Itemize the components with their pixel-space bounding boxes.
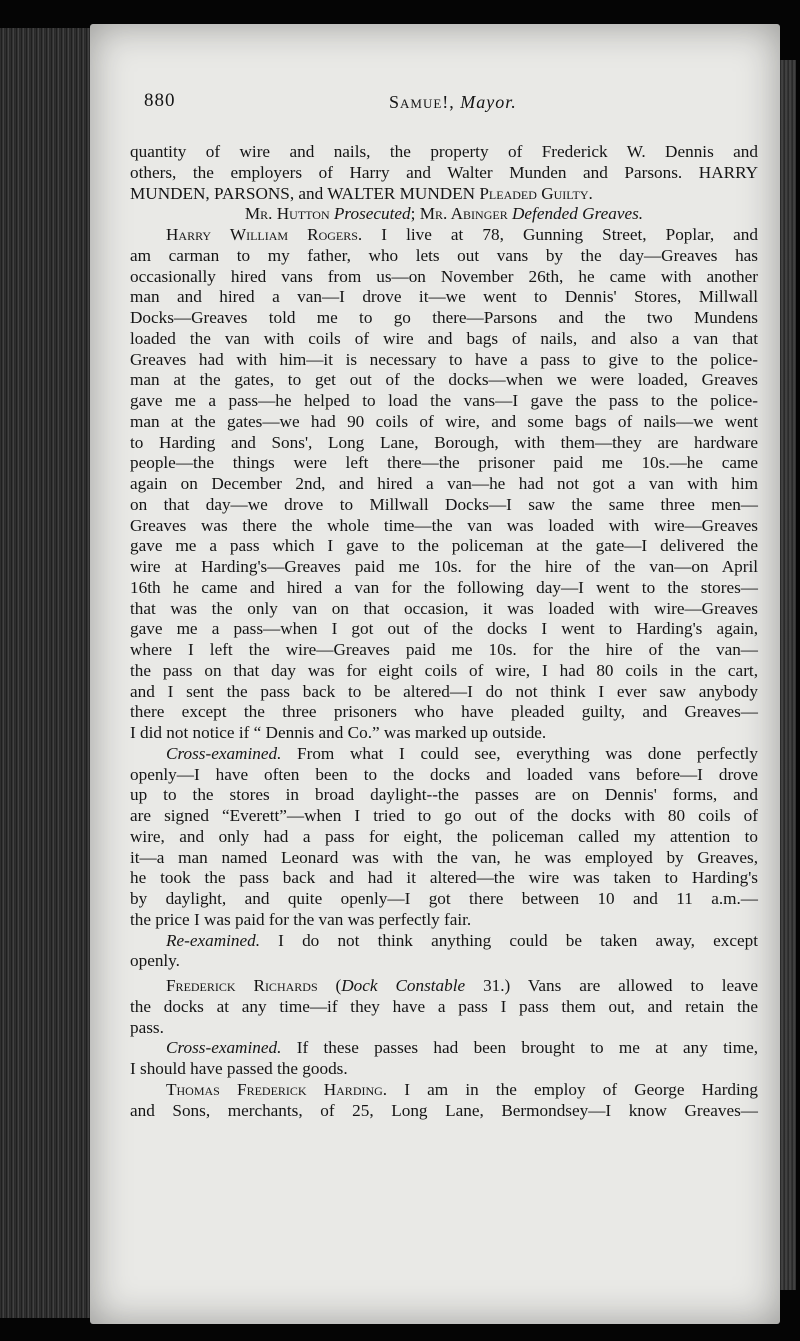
text-run: there except the three prisoners who have pleaded guilty, and Greaves— [130, 702, 758, 722]
text-line [130, 246, 758, 267]
text-run: openly—I have often been to the docks and loaded vans before—I drove [130, 764, 758, 784]
text-line [130, 225, 758, 246]
text-run: am carman to my father, who lets out vans by the day—Greaves has [130, 245, 758, 265]
text-run: that was the only van on that occasion, it was loaded with wire—Greaves [130, 598, 758, 618]
text-line [130, 391, 758, 412]
italic-text: Cross-examined. [166, 743, 282, 763]
text-run: Docks—Greaves told me to go there—Parsons and the two Mundens [130, 308, 758, 327]
text-line [130, 1038, 758, 1059]
text-line [130, 578, 758, 599]
text-line [130, 997, 758, 1018]
text-line [130, 848, 758, 869]
running-head-name: Samue [389, 92, 443, 112]
text-line [130, 557, 758, 578]
text-run: If these passes had been brought to me at any time, [281, 1038, 758, 1058]
text-run: again on December 2nd, and hired a van—he had not got a van with him [130, 474, 758, 493]
book-page [90, 24, 780, 1324]
text-line [130, 1101, 758, 1122]
text-run: up to the stores in broad daylight--the passes are on Dennis' forms, and [130, 785, 758, 805]
text-line [130, 640, 758, 661]
text-run: it—a man named Leonard was with the van, he was employed by Greaves, [130, 847, 758, 867]
text-line [130, 1018, 758, 1039]
text-run: he took the pass back and had it altered—the wire was taken to Harding's [130, 868, 758, 888]
text-run: 16th he came and hired a van for the following day—I went to the stores— [130, 577, 758, 597]
text-line [130, 287, 758, 308]
text-run: quantity of wire and nails, the property of Frederick W. Dennis and [130, 142, 758, 161]
text-run: I am in the employ of George Harding [387, 1079, 758, 1099]
text-line [130, 350, 758, 371]
text-run: I should have passed the goods. [130, 1059, 348, 1078]
text-run: I live at 78, Gunning Street, Poplar, and [362, 225, 758, 244]
text-run: I did not notice if “ Dennis and Co.” was marked up outside. [130, 723, 547, 742]
text-line [130, 931, 758, 952]
running-head-separator: !, [442, 92, 461, 112]
text-line [130, 682, 758, 703]
italic-text: Dock Constable [341, 976, 466, 995]
text-run: people—the things were left there—the prisoner paid me 10s.—he came [130, 453, 758, 473]
text-run: wire, and only had a pass for eight, the policeman called my attention to [130, 826, 758, 846]
text-run: MUNDEN, PARSONS, and WALTER MUNDEN [130, 183, 480, 203]
text-line [130, 889, 758, 910]
text-line [130, 723, 758, 744]
text-line [130, 163, 758, 184]
text-line [130, 827, 758, 848]
text-run: Greaves had with him—it is necessary to have a pass to give to the police- [130, 349, 758, 369]
text-run: the price I was paid for the van was perfectly fair. [130, 909, 472, 929]
text-run: Greaves was there the whole time—the van was loaded with wire—Greaves [130, 515, 758, 535]
text-run: 31.) Vans are allowed to leave [465, 976, 758, 995]
text-run: where I left the wire—Greaves paid me 10s. for the hire of the van— [130, 640, 758, 659]
text-line [130, 267, 758, 288]
italic-text: Cross-examined. [166, 1038, 282, 1058]
text-line [130, 495, 758, 516]
text-run: the pass on that day was for eight coils of wire, I had 80 coils in the cart, [130, 660, 758, 680]
text-run: man and hired a van—I drove it—we went to Dennis' Stores, Millwall [130, 287, 758, 307]
text-run: gave me a pass—he helped to load the vans—I gave the pass to the police- [130, 391, 758, 410]
text-run: gave me a pass which I gave to the policeman at the gate—I delivered the [130, 536, 758, 556]
text-run: ; [410, 204, 420, 224]
text-line [130, 951, 758, 972]
text-run: ( [317, 976, 342, 995]
text-run: gave me a pass—when I got out of the docks I went to Harding's again, [130, 619, 758, 639]
small-caps-text: Thomas Frederick Harding. [166, 1079, 388, 1099]
running-head [389, 92, 517, 113]
text-line [130, 329, 758, 350]
text-run: to Harding and Sons', Long Lane, Borough, with them—they are hardware [130, 432, 758, 452]
text-line [130, 785, 758, 806]
text-line [130, 868, 758, 889]
text-line [130, 370, 758, 391]
small-caps-text: Harry William Rogers. [166, 225, 363, 244]
text-run: wire at Harding's—Greaves paid me 10s. for the hire of the van—on April [130, 557, 758, 576]
text-run: I do not think anything could be taken away, except [260, 930, 758, 950]
text-line [130, 412, 758, 433]
small-caps-text: Frederick Richards [166, 976, 318, 995]
small-caps-text: Pleaded Guilty. [479, 183, 593, 203]
text-line [130, 453, 758, 474]
text-line [130, 661, 758, 682]
text-line [130, 599, 758, 620]
italic-text: Prosecuted [333, 204, 411, 224]
text-line [130, 910, 758, 931]
text-run: are signed “Everett”—when I tried to go out of the docks with 80 coils of [130, 806, 758, 825]
text-line [130, 474, 758, 495]
text-line [130, 142, 758, 163]
text-line [130, 516, 758, 537]
text-run: others, the employers of Harry and Walter Munden and Parsons. HARRY [130, 162, 758, 182]
text-line [130, 1080, 758, 1101]
text-run: openly. [130, 951, 180, 971]
text-run: occasionally hired vans from us—on November 26th, he came with another [130, 266, 758, 286]
text-line [130, 619, 758, 640]
page-header [124, 90, 744, 120]
text-run: and I sent the pass back to be altered—I do not think I ever saw anybody [130, 681, 758, 701]
small-caps-text: Mr. Abinger [419, 204, 508, 224]
text-line [130, 308, 758, 329]
text-line [130, 765, 758, 786]
body-text [130, 142, 758, 1121]
text-run: on that day—we drove to Millwall Docks—I saw the same three men— [130, 494, 758, 514]
text-run: man at the gates—we had 90 coils of wire, and some bags of nails—we went [130, 411, 758, 431]
text-run: the docks at any time—if they have a pass I pass them out, and retain the [130, 996, 758, 1016]
italic-text: Defended Greaves. [512, 204, 644, 224]
italic-text: Re-examined. [166, 930, 261, 950]
text-run: man at the gates, to get out of the docks—when we were loaded, Greaves [130, 370, 758, 390]
text-run: and Sons, merchants, of 25, Long Lane, Bermondsey—I know Greaves— [130, 1100, 758, 1120]
small-caps-text: Mr. Hutton [244, 204, 330, 224]
book-edge-left [0, 28, 92, 1318]
text-line [130, 184, 758, 205]
text-line [130, 536, 758, 557]
text-run: pass. [130, 1017, 164, 1037]
text-run: loaded the van with coils of wire and bags of nails, and also a van that [130, 328, 758, 348]
text-run: by daylight, and quite openly—I got there between 10 and 11 a.m.— [130, 889, 758, 908]
text-line [130, 433, 758, 454]
text-run: From what I could see, everything was done perfectly [281, 743, 758, 763]
text-line [130, 204, 758, 225]
page-number: 880 [144, 90, 176, 111]
text-line [130, 1059, 758, 1080]
text-line [130, 806, 758, 827]
text-line [130, 702, 758, 723]
running-head-title: Mayor. [460, 92, 517, 112]
text-line [130, 744, 758, 765]
text-line [130, 976, 758, 997]
